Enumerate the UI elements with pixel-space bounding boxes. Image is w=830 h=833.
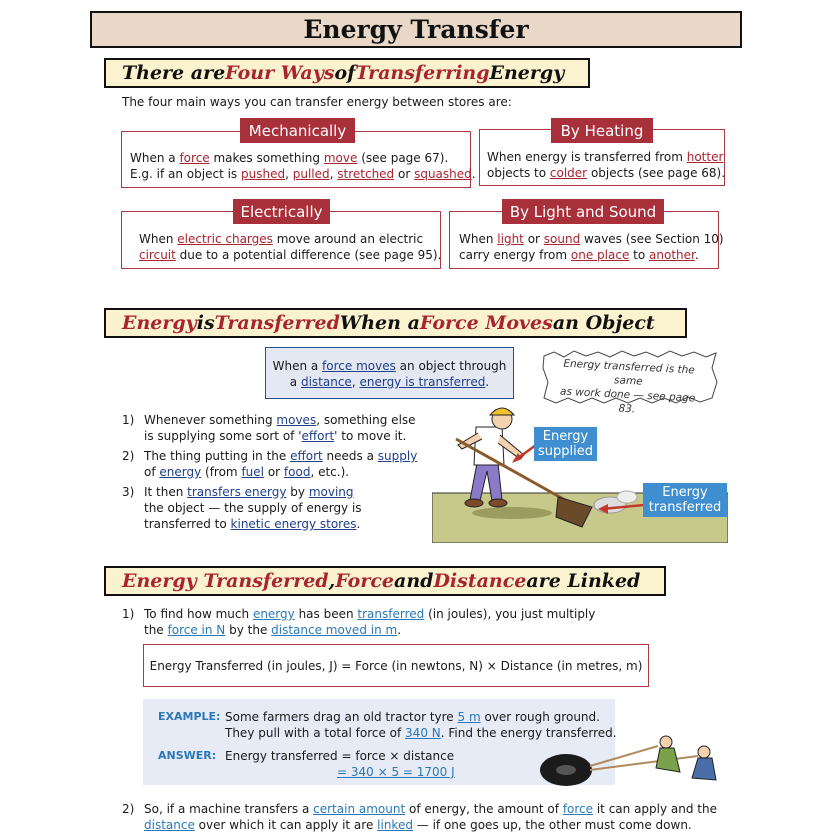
example-text: Some farmers drag an old tractor tyre 5 m over rough ground. They pull with a total force of 340 N. Find the energy transferred.	[225, 710, 617, 740]
light-sound-label: By Light and Sound	[502, 199, 664, 224]
mechanically-label: Mechanically	[240, 118, 355, 143]
worker-sweeping-illustration	[432, 405, 728, 543]
heating-label: By Heating	[551, 118, 653, 143]
callout-energy-supplied: Energy supplied	[534, 427, 597, 461]
side-note-text: Energy transferred is the same as work done — see page 83.	[559, 357, 696, 416]
intro-text: The four main ways you can transfer energy between stores are:	[122, 95, 512, 109]
section-heading-four-ways: There are Four Ways of Transferring Energy	[104, 58, 590, 88]
callout-energy-transferred: Energy transferred	[643, 483, 727, 517]
light-sound-text: When light or sound waves (see Section 10) carry energy from one place to another.	[459, 232, 724, 262]
example-label: EXAMPLE:	[158, 710, 221, 723]
key-statement-text: When a force moves an object through a distance, energy is transferred.	[272, 359, 507, 389]
formula-box: Energy Transferred (in joules, J) = Force (in newtons, N) × Distance (in metres, m)	[143, 644, 649, 687]
answer-label: ANSWER:	[158, 749, 217, 762]
list-item: 1) To find how much energy has been transferred (in joules), you just multiply the force in N by the distance moved in m.	[122, 607, 596, 637]
list-item: 2) So, if a machine transfers a certain amount of energy, the amount of force it can apply and the distance over which it can apply it are linked — if one goes up, the other must come down.	[122, 802, 717, 832]
mechanically-text: When a force makes something move (see page 67). E.g. if an object is pushed, pulled, stretched or squashed.	[130, 151, 476, 181]
list-item: 2) The thing putting in the effort needs a supply of energy (from fuel or food, etc.).	[122, 449, 418, 479]
section-heading-force-moves: Energy is Transferred When a Force Moves an Object	[104, 308, 687, 338]
page-title: Energy Transfer	[90, 11, 742, 48]
electrically-label: Electrically	[233, 199, 330, 224]
list-item: 1) Whenever something moves, something else is supplying some sort of 'effort' to move it.	[122, 413, 416, 443]
section-heading-linked: Energy Transferred , Force and Distance are Linked	[104, 566, 666, 596]
answer-text: Energy transferred = force × distance = 340 × 5 = 1700 J	[225, 749, 455, 779]
effort-list	[122, 412, 422, 532]
farmers-tyre-illustration	[538, 728, 720, 790]
electrically-text: When electric charges move around an electric circuit due to a potential difference (see page 95).	[139, 232, 442, 262]
heating-text: When energy is transferred from hotter objects to colder objects (see page 68).	[487, 150, 726, 180]
list-item: 3) It then transfers energy by moving the object — the supply of energy is transferred to kinetic energy stores.	[122, 485, 362, 531]
